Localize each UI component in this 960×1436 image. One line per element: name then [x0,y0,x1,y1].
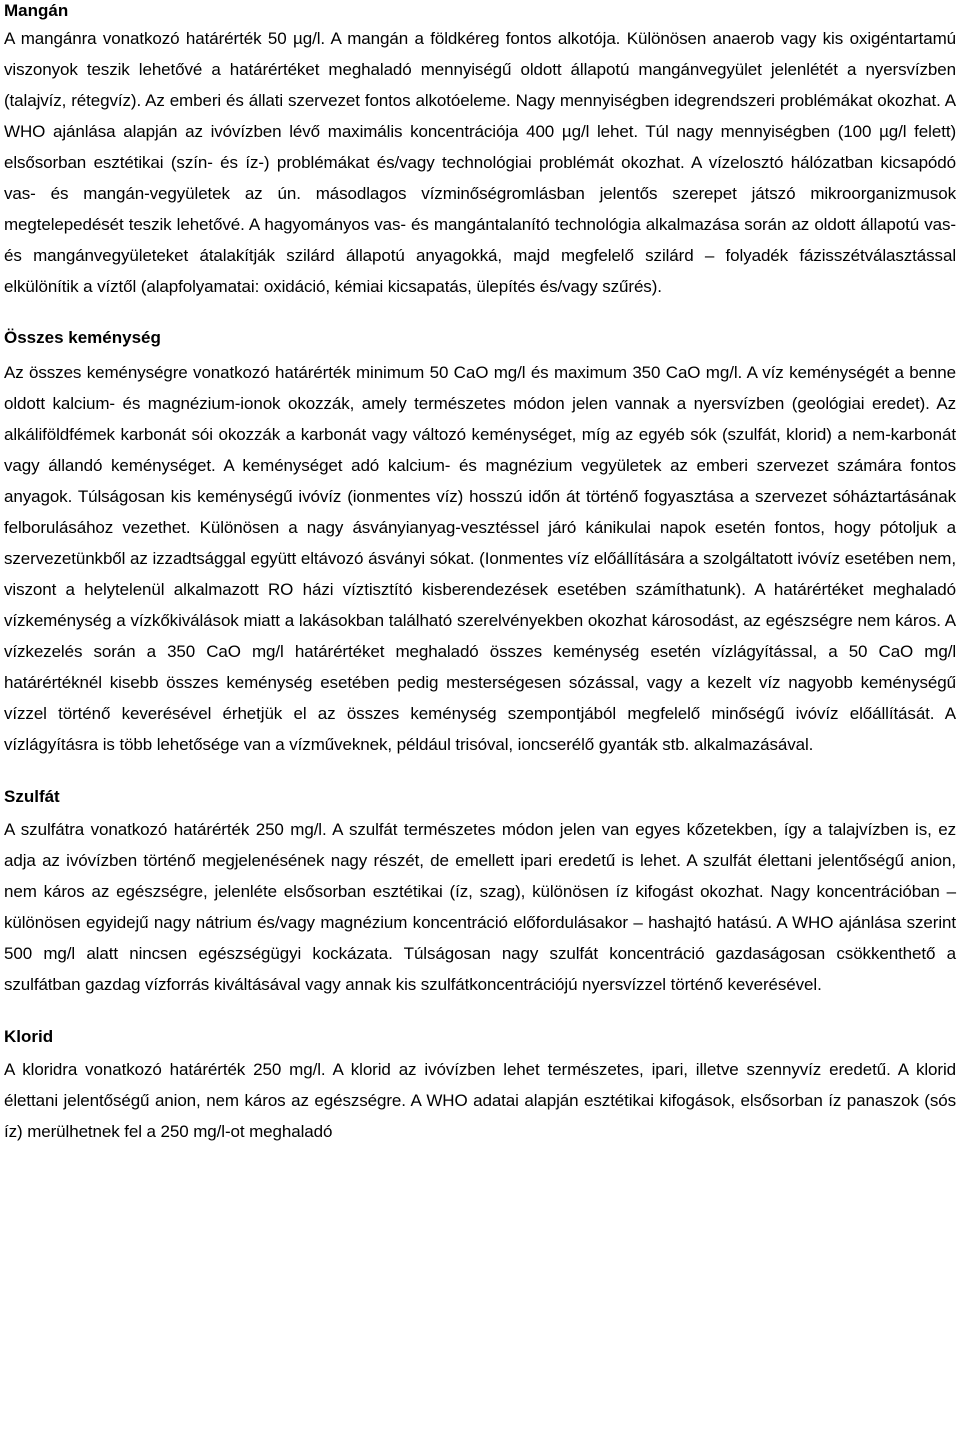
section-total-hardness [4,328,956,760]
section-title-manganese: Mangán [4,1,69,20]
section-body-chloride: A kloridra vonatkozó határérték 250 mg/l. A klorid az ivóvízben lehet természetes, ipari, illetve szennyvíz eredetű. A klorid élettani jelentőségű anion, nem káros az egészségre. A WHO adatai alapján esztétikai kifogások, elsősorban íz panaszok (sós íz) merülhetnek fel a 250 mg/l-ot meghaladó [4,1060,956,1141]
section-body-sulfate: A szulfátra vonatkozó határérték 250 mg/l. A szulfát természetes módon jelen van egyes kőzetekben, így a talajvízben is, ez adja az ivóvízben történő megjelenésének nagy részét, de emellett ipari eredetű is lehet. A szulfát élettani jelentőségű anion, nem káros az egészségre, jelenléte elsősorban esztétikai (íz, szag), különösen íz kifogást okozhat. Nagy koncentrációban – különösen egyidejű nagy nátrium és/vagy magnézium koncentráció előfordulásakor – hashajtó hatású. A WHO ajánlása szerint 500 mg/l alatt nincsen egészségügyi kockázata. Túlságosan nagy szulfát koncentráció gazdaságosan csökkenthető a szulfátban gazdag vízforrás kiváltásával vagy annak kis szulfátkoncentrációjú nyersvízzel történő keverésével. [4,820,956,994]
section-title-total-hardness: Összes keménység [4,328,161,347]
section-chloride [4,1027,956,1147]
section-sulfate [4,787,956,1000]
section-body-manganese: A mangánra vonatkozó határérték 50 µg/l. A mangán a földkéreg fontos alkotója. Különösen anaerob vagy kis oxigéntartamú viszonyok teszik lehetővé a határértéket meghaladó mennyiségű oldott állapotú mangánvegyület jelenlétét a nyersvízben (talajvíz, rétegvíz). Az emberi és állati szervezet fontos alkotóeleme. Nagy mennyiségben idegrendszeri problémákat okozhat. A WHO ajánlása alapján az ivóvízben lévő maximális koncentrációja 400 µg/l lehet. Túl nagy mennyiségben (100 µg/l felett) elsősorban esztétikai (szín- és íz-) problémákat és/vagy technológiai problémát okozhat. A vízelosztó hálózatban kicsapódó vas- és mangán-vegyületek az ún. másodlagos vízminőségromlásban jelentős szerepet játszó mikroorganizmusok megtelepedését teszik lehetővé. A hagyományos vas- és mangántalanító technológia alkalmazása során az oldott állapotú vas- és mangánvegyületeket átalakítják szilárd állapotú anyagokká, majd megfelelő szilárd – folyadék fázisszétválasztással elkülönítik a víztől (alapfolyamatai: oxidáció, kémiai kicsapatás, ülepítés és/vagy szűrés). [4,29,956,296]
section-title-chloride: Klorid [4,1027,54,1046]
section-body-total-hardness: Az összes keménységre vonatkozó határérték minimum 50 CaO mg/l és maximum 350 CaO mg/l. A víz keménységét a benne oldott kalcium- és magnézium-ionok okozzák, amely természetes módon jelen vannak a nyersvízben (geológiai eredet). Az alkáliföldfémek karbonát sói okozzák a karbonát vagy változó keménységet, míg az egyéb sók (szulfát, klorid) a nem-karbonát vagy állandó keménységet. A keménységet adó kalcium- és magnézium vegyületek az emberi szervezet számára fontos anyagok. Túlságosan kis keménységű ivóvíz (ionmentes víz) hosszú időn át történő fogyasztása a szervezet sóháztartásának felborulásához vezethet. Különösen a nagy ásványianyag-vesztéssel járó kánikulai napok esetén fontos, hogy pótoljuk a szervezetünkből az izzadtsággal együtt eltávozó ásványi sókat. (Ionmentes víz előállítására a szolgáltatott ivóvíz esetében nem, viszont a helytelenül alkalmazott RO házi víztisztító kisberendezések esetében számíthatunk). A határértéket meghaladó vízkeménység a vízkőkiválások miatt a lakásokban található szerelvényekben okozhat károsodást, az egészségre nem káros. A vízkezelés során a 350 CaO mg/l határértéket meghaladó összes keménység esetén vízlágyítással, a 50 CaO mg/l határértéknél kisebb összes keménység esetében pedig mesterségesen sózással, vagy a kezelt víz nagyobb keménységű vízzel történő keverésével érhetjük el az összes keménység szempontjából megfelelő minőségű ivóvíz előállítását. A vízlágyításra is több lehetősége van a vízműveknek, például trisóval, ioncserélő gyanták stb. alkalmazásával. [4,363,956,754]
section-title-sulfate: Szulfát [4,787,60,806]
section-manganese [4,0,956,302]
